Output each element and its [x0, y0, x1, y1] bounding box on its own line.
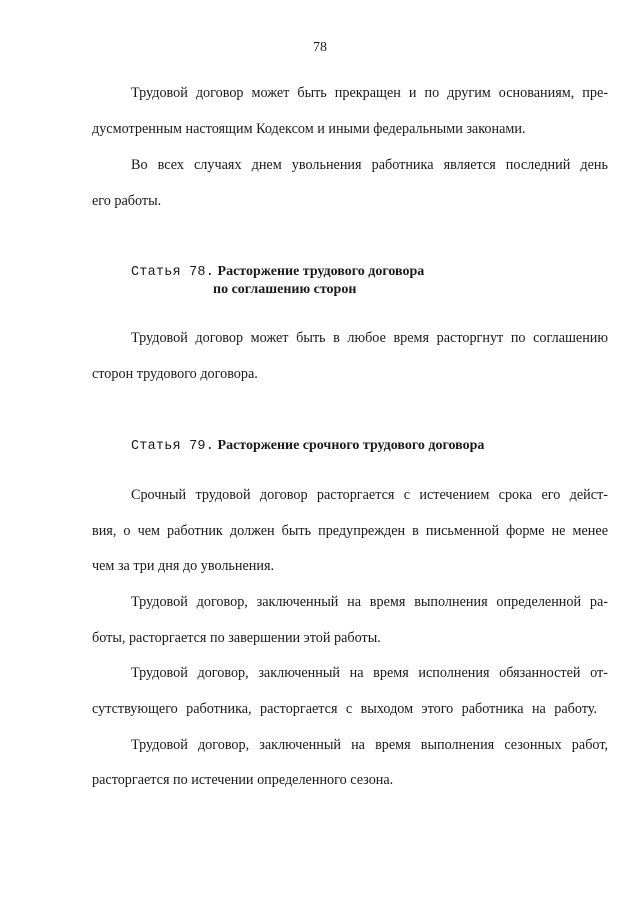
paragraph-line: Трудовой договор, заключенный на время выполнения определенной ра-	[131, 594, 608, 610]
paragraph-line: Срочный трудовой договор расторгается с истечением срока его дейст-	[131, 487, 608, 503]
paragraph-line: Трудовой договор, заключенный на время выполнения сезонных работ,	[131, 737, 608, 753]
paragraph-line: его работы.	[92, 193, 162, 209]
paragraph-line: Трудовой договор, заключенный на время исполнения обязанностей от-	[131, 665, 608, 681]
article-78-title: Расторжение трудового договора	[217, 264, 425, 279]
paragraph-line: Трудовой договор может быть прекращен и по другим основаниям, пре-	[131, 85, 608, 101]
article-78-title-cont: по соглашению сторон	[213, 282, 357, 297]
article-78-heading	[131, 263, 424, 282]
page-number: 78	[313, 40, 327, 55]
paragraph-line: дусмотренным настоящим Кодексом и иными федеральными законами.	[92, 121, 526, 137]
paragraph-line: сутствующего работника, расторгается с выходом этого работника на работу.	[92, 701, 597, 717]
paragraph-line: Во всех случаях днем увольнения работника является последний день	[131, 157, 608, 173]
paragraph-line: расторгается по истечении определенного сезона.	[92, 772, 394, 788]
paragraph-line: сторон трудового договора.	[92, 366, 258, 382]
paragraph-line: Трудовой договор может быть в любое время расторгнут по соглашению	[131, 330, 608, 346]
article-79-label: Статья 79.	[131, 439, 215, 454]
paragraph-line: боты, расторгается по завершении этой работы.	[92, 630, 381, 646]
paragraph-line: вия, о чем работник должен быть предупрежден в письменной форме не менее	[92, 523, 608, 539]
article-79-heading	[131, 437, 484, 456]
article-79-title: Расторжение срочного трудового договора	[217, 438, 485, 453]
paragraph-line: чем за три дня до увольнения.	[92, 558, 275, 574]
article-78-label: Статья 78.	[131, 265, 215, 280]
